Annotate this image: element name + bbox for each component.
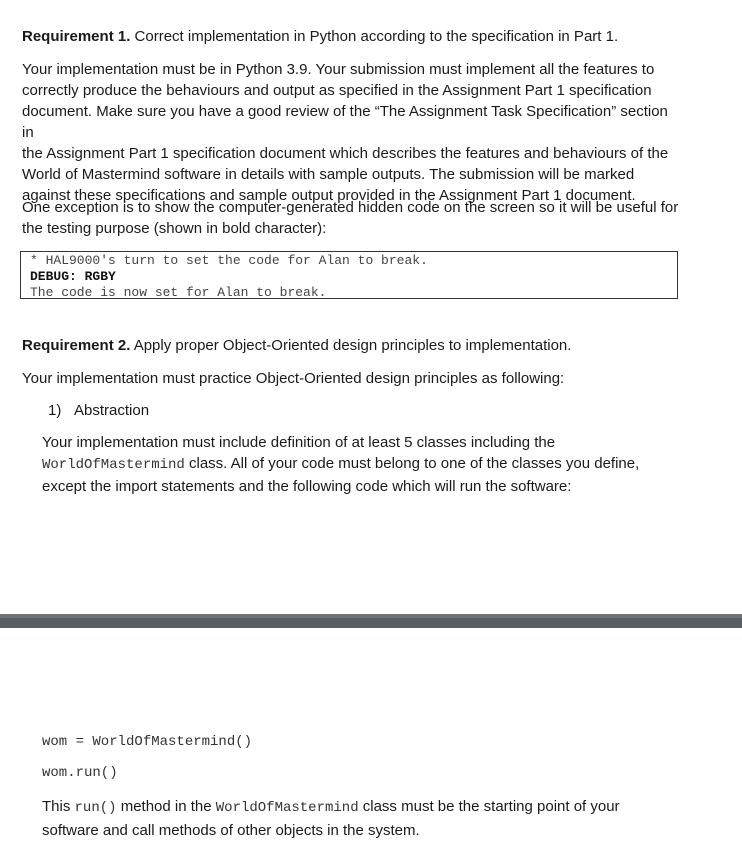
code-line: The code is now set for Alan to break. <box>30 285 327 300</box>
req1-p1-line: World of Mastermind software in details with sample outputs. The submission will be marked <box>22 166 635 183</box>
bottom-paragraph <box>42 796 692 841</box>
req1-p2-line: the testing purpose (shown in bold character): <box>22 220 327 237</box>
code-line: * HAL9000's turn to set the code for Alan to break. <box>30 253 428 268</box>
req1-p2-line: One exception is to show the computer-generated hidden code on the screen so it will be useful for <box>22 199 679 216</box>
req1-heading-bold: Requirement 1. <box>22 28 131 45</box>
abs-line: except the import statements and the following code which will run the software: <box>42 478 572 495</box>
list-label: Abstraction <box>74 402 150 419</box>
req2-intro: Your implementation must practice Object-Oriented design principles as following: <box>22 370 565 387</box>
req1-p1-line: document. Make sure you have a good review of the “The Assignment Task Specification” section in <box>22 103 668 141</box>
req2-heading <box>22 335 682 356</box>
bottom-text: method in the <box>116 798 216 815</box>
inline-code-class: WorldOfMastermind <box>215 800 359 816</box>
bottom-text: This <box>42 798 75 815</box>
req1-p1-line: against these specifications and sample output provided in the Assignment Part 1 document. <box>22 187 636 204</box>
req1-heading-rest: Correct implementation in Python according to the specification in Part 1. <box>130 28 619 45</box>
req2-heading-bold: Requirement 2. <box>22 337 131 354</box>
abs-line: Your implementation must include definition of at least 5 classes including the <box>42 434 556 451</box>
req1-p1-line: the Assignment Part 1 specification document which describes the features and behaviours of the <box>22 145 669 162</box>
list-item-abstraction <box>48 400 149 421</box>
req1-heading <box>22 26 682 47</box>
req2-heading-rest: Apply proper Object-Oriented design principles to implementation. <box>130 337 572 354</box>
req1-p1-line: Your implementation must be in Python 3.9. Your submission must implement all the features to <box>22 61 655 78</box>
code-line-debug: DEBUG: RGBY <box>30 269 116 284</box>
inline-code-class: WorldOfMastermind <box>42 457 185 473</box>
req1-paragraph-2 <box>22 197 682 239</box>
bottom-line: software and call methods of other objects in the system. <box>42 822 420 839</box>
inline-code-run: run() <box>74 800 117 816</box>
debug-output-codebox <box>20 251 678 299</box>
req1-paragraph-1 <box>22 59 682 206</box>
abs-line <box>42 453 692 476</box>
code-line-instantiate: wom = WorldOfMastermind() <box>42 734 253 750</box>
abstraction-paragraph <box>42 432 692 497</box>
req1-p1-line: correctly produce the behaviours and output as specified in the Assignment Part 1 specification <box>22 82 652 99</box>
page-divider <box>0 614 742 628</box>
code-line-run: wom.run() <box>42 765 118 781</box>
bottom-text: class must be the starting point of your <box>358 798 620 815</box>
abs-line-rest: class. All of your code must belong to one of the classes you define, <box>184 455 640 472</box>
list-number: 1) <box>48 402 62 419</box>
bottom-line <box>42 796 692 819</box>
